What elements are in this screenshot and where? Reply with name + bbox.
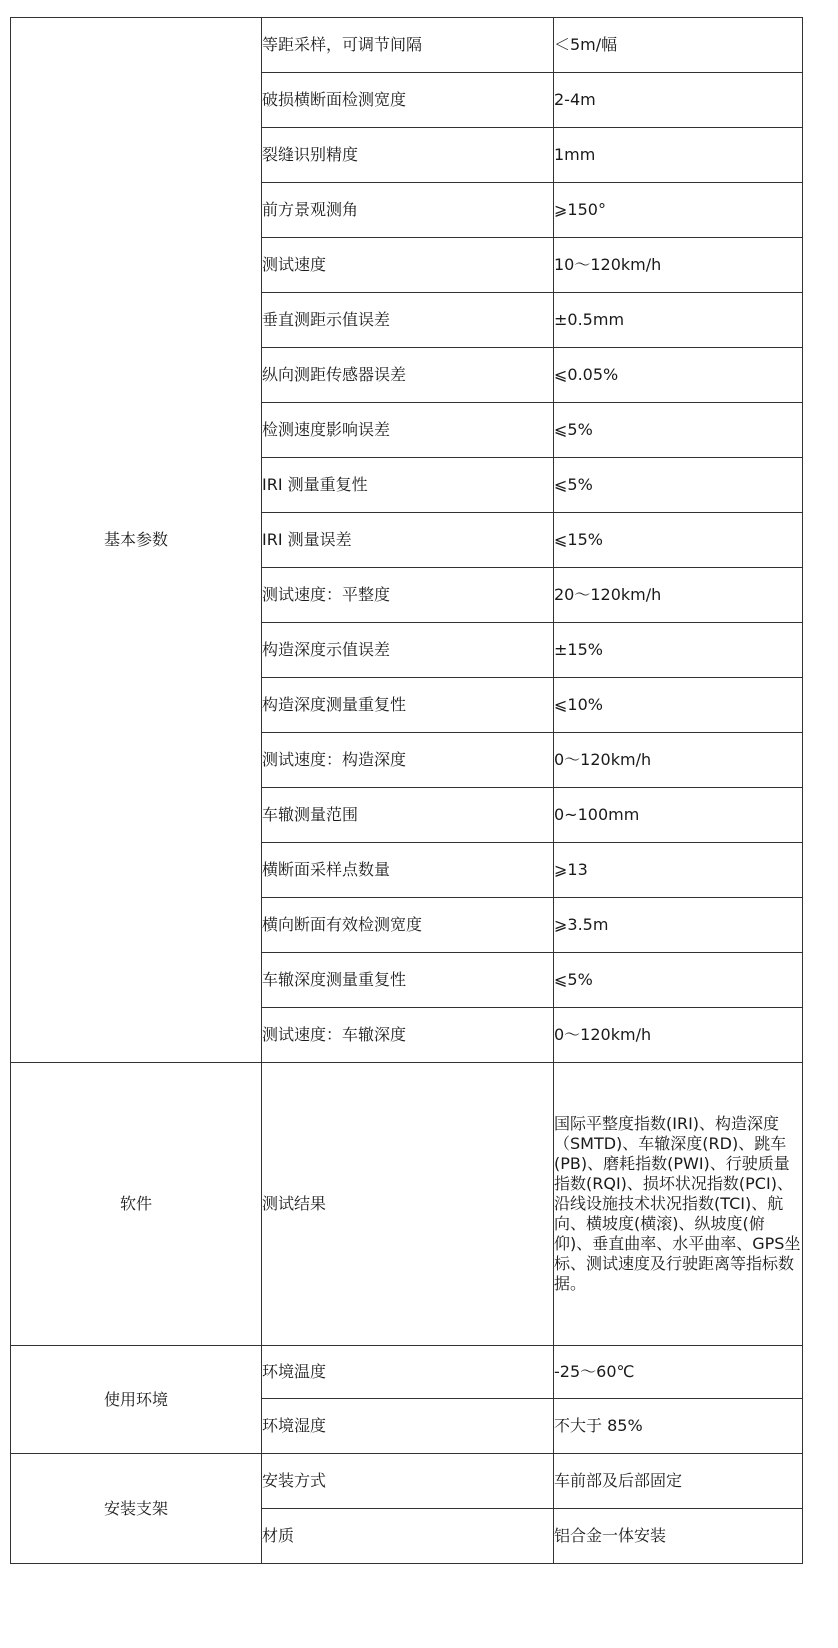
param-cell: 环境温度 (262, 1346, 554, 1399)
value-cell: ±0.5mm (554, 293, 803, 348)
value-cell: 2-4m (554, 73, 803, 128)
category-cell-environment: 使用环境 (11, 1346, 262, 1454)
value-cell: ⩾150° (554, 183, 803, 238)
value-cell: 1mm (554, 128, 803, 183)
param-cell: 测试结果 (262, 1063, 554, 1346)
category-cell-software: 软件 (11, 1063, 262, 1346)
param-cell: 测试速度：构造深度 (262, 733, 554, 788)
value-cell: ⩽5% (554, 458, 803, 513)
value-cell: 不大于 85% (554, 1399, 803, 1454)
value-cell: 10～120km/h (554, 238, 803, 293)
spec-table (10, 17, 803, 1564)
param-cell: 横断面采样点数量 (262, 843, 554, 898)
param-cell: 垂直测距示值误差 (262, 293, 554, 348)
param-cell: 测试速度：车辙深度 (262, 1008, 554, 1063)
value-cell: 铝合金一体安装 (554, 1509, 803, 1564)
value-cell: ⩽5% (554, 403, 803, 458)
value-cell: 车前部及后部固定 (554, 1454, 803, 1509)
value-cell-test-results: 国际平整度指数(IRI)、构造深度（SMTD)、车辙深度(RD)、跳车(PB)、磨耗指数(PWI)、行驶质量指数(RQI)、损坏状况指数(PCI)、沿线设施技术状况指数(TCI)、航向、横坡度(横滚)、纵坡度(俯仰)、垂直曲率、水平曲率、GPS坐标、测试速度及行驶距离等指标数据。 (554, 1063, 803, 1346)
value-cell: -25～60℃ (554, 1346, 803, 1399)
param-cell: 构造深度示值误差 (262, 623, 554, 678)
value-cell: ⩽0.05% (554, 348, 803, 403)
table-row (11, 1454, 803, 1509)
param-cell: 纵向测距传感器误差 (262, 348, 554, 403)
value-cell: 20～120km/h (554, 568, 803, 623)
param-cell: 横向断面有效检测宽度 (262, 898, 554, 953)
table-row (11, 1346, 803, 1399)
param-cell: 裂缝识别精度 (262, 128, 554, 183)
param-cell: 破损横断面检测宽度 (262, 73, 554, 128)
param-cell: IRI 测量重复性 (262, 458, 554, 513)
param-cell: 等距采样，可调节间隔 (262, 18, 554, 73)
category-cell-basic: 基本参数 (11, 18, 262, 1063)
param-cell: 环境湿度 (262, 1399, 554, 1454)
category-cell-mount: 安装支架 (11, 1454, 262, 1564)
value-cell: ⩽10% (554, 678, 803, 733)
value-cell: ⩽15% (554, 513, 803, 568)
table-row (11, 18, 803, 73)
table-row (11, 1063, 803, 1346)
value-cell: 0~100mm (554, 788, 803, 843)
value-cell: 0～120km/h (554, 733, 803, 788)
param-cell: 构造深度测量重复性 (262, 678, 554, 733)
param-cell: 前方景观测角 (262, 183, 554, 238)
value-cell: 0～120km/h (554, 1008, 803, 1063)
value-cell: ⩾13 (554, 843, 803, 898)
value-cell: ⩾3.5m (554, 898, 803, 953)
param-cell: 材质 (262, 1509, 554, 1564)
value-cell: ＜5m/幅 (554, 18, 803, 73)
value-cell: ±15% (554, 623, 803, 678)
value-cell: ⩽5% (554, 953, 803, 1008)
param-cell: 车辙深度测量重复性 (262, 953, 554, 1008)
param-cell: IRI 测量误差 (262, 513, 554, 568)
param-cell: 测试速度 (262, 238, 554, 293)
param-cell: 车辙测量范围 (262, 788, 554, 843)
param-cell: 测试速度：平整度 (262, 568, 554, 623)
param-cell: 检测速度影响误差 (262, 403, 554, 458)
param-cell: 安装方式 (262, 1454, 554, 1509)
